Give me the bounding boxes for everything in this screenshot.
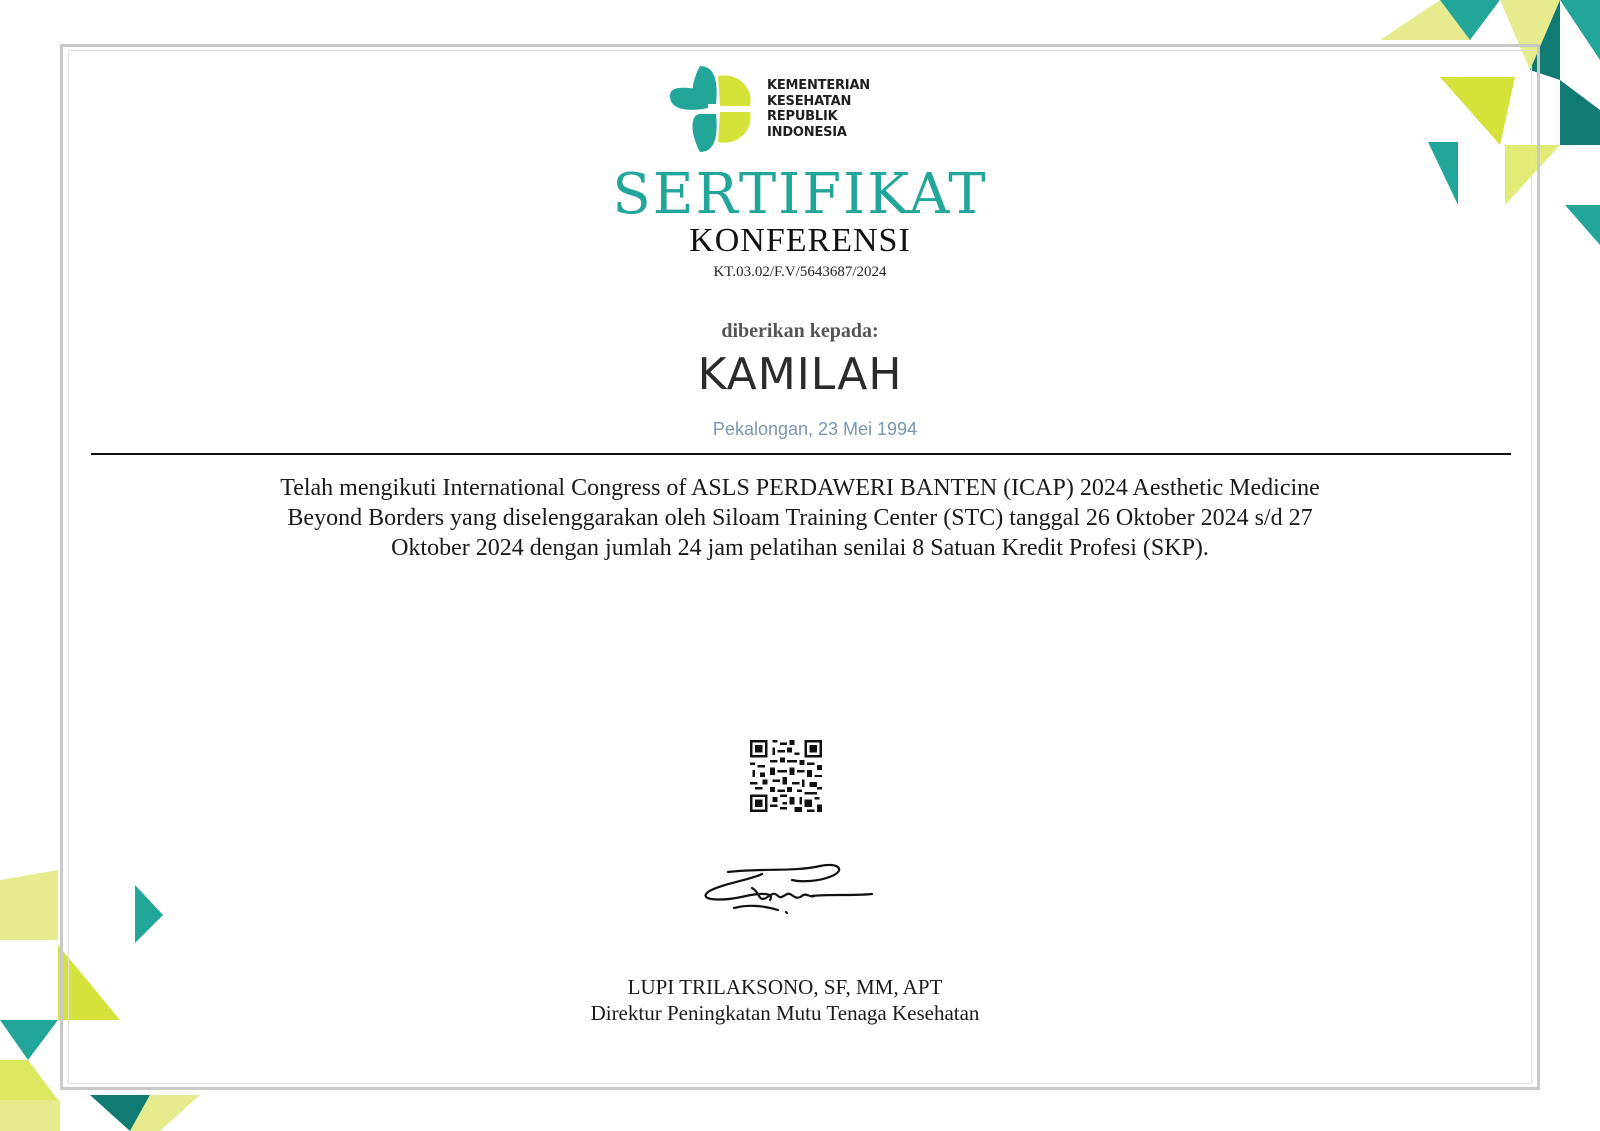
ministry-name-line: REPUBLIK [767, 109, 838, 124]
divider-line [91, 453, 1511, 455]
ministry-name-line: KESEHATAN [767, 93, 852, 109]
signatory-name: LUPI TRILAKSONO, SF, MM, APT [627, 975, 943, 999]
certificate-body-line: Telah mengikuti International Congress of ASLS PERDAWERI BANTEN (ICAP) 2024 Aesthetic Medicine [280, 475, 1320, 501]
certificate-number: KT.03.02/F.V/5643687/2024 [713, 264, 887, 280]
certificate-body-line: Beyond Borders yang diselenggarakan oleh Siloam Training Center (STC) tanggal 26 Oktober 2024 s/d 27 [287, 505, 1313, 531]
recipient-birth-info: Pekalongan, 23 Mei 1994 [712, 419, 918, 439]
ministry-name-line: INDONESIA [767, 124, 847, 140]
given-to-label: diberikan kepada: [721, 320, 879, 342]
certificate-body [170, 473, 1430, 563]
certificate-body-line: Oktober 2024 dengan jumlah 24 jam pelatihan senilai 8 Satuan Kredit Profesi (SKP). [391, 535, 1209, 561]
qr-code-icon[interactable] [750, 740, 822, 812]
certificate-subtitle: KONFERENSI [689, 222, 911, 259]
recipient-name: KAMILAH [697, 349, 903, 400]
handwritten-signature [700, 862, 880, 932]
ministry-name [767, 78, 870, 140]
signatory-title: Direktur Peningkatan Mutu Tenaga Kesehatan [590, 1001, 980, 1025]
ministry-name-line: KEMENTERIAN [767, 78, 870, 93]
certificate-title: SERTIFIKAT [612, 162, 988, 227]
